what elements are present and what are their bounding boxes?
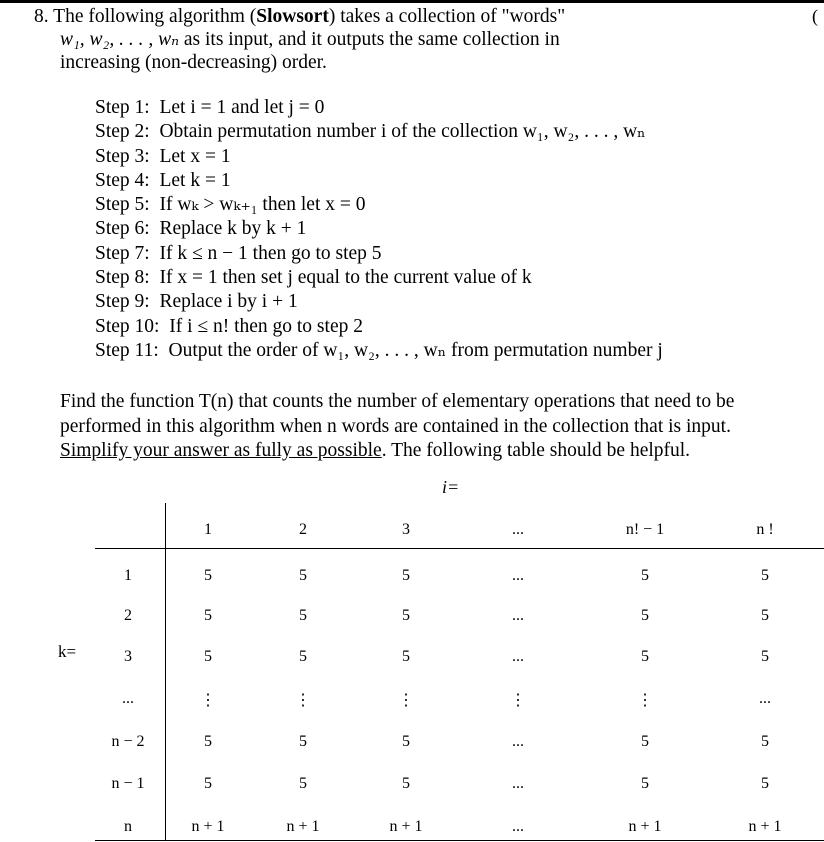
step-text: If k ≤ n − 1 then go to step 5 [159, 242, 382, 264]
find-line2: performed in this algorithm when n words are contained in the collection that is input. [60, 415, 731, 437]
step-label: Step 5: [95, 194, 150, 216]
column-header: 2 [299, 521, 307, 538]
table-cell: n + 1 [191, 818, 225, 835]
step-label: Step 10: [95, 315, 160, 337]
table-cell: 5 [641, 567, 649, 584]
table-cell: ... [512, 818, 524, 835]
simplify-underlined: Simplify your answer as fully as possible [60, 440, 382, 461]
column-header: n ! [756, 521, 774, 538]
step-text: Let i = 1 and let j = 0 [159, 97, 325, 118]
row-header: n − 2 [111, 733, 145, 750]
step-label: Step 6: [95, 218, 150, 240]
table-cell: 5 [299, 648, 307, 665]
table-cell: ⋮ [510, 692, 526, 709]
row-header: ... [122, 690, 134, 707]
table-cell: 5 [204, 733, 212, 750]
column-header: 3 [402, 521, 410, 538]
question-line3: increasing (non-decreasing) order. [60, 52, 327, 73]
table-cell: 5 [204, 648, 212, 665]
table-cell: 5 [761, 648, 769, 665]
step-text: If x = 1 then set j equal to the current value of k [159, 267, 532, 289]
table-cell: ... [512, 775, 524, 792]
table-cell: 5 [761, 775, 769, 792]
table-cell: ⋮ [295, 692, 311, 709]
row-header: 3 [124, 648, 132, 665]
step-label: Step 2: [95, 121, 150, 143]
step-label: Step 9: [95, 291, 150, 313]
table-cell: ... [512, 733, 524, 750]
table-cell: 5 [641, 607, 649, 624]
question-number: 8. [34, 6, 49, 27]
table-cell: 5 [299, 733, 307, 750]
row-header: 2 [124, 607, 132, 624]
step-text: If wₖ > wₖ₊₁ then let x = 0 [159, 194, 366, 216]
table-vertical-rule [165, 503, 166, 840]
table-cell: ... [512, 567, 524, 584]
step-label: Step 11: [95, 339, 159, 361]
step-text: Let k = 1 [159, 169, 231, 191]
question-line2: w₁, w₂, . . . , wₙ as its input, and it outputs the same collection in [60, 29, 560, 50]
step-label: Step 8: [95, 267, 150, 289]
row-header: 1 [124, 567, 132, 584]
table-cell: 5 [204, 607, 212, 624]
column-header: ... [512, 521, 524, 538]
question-line1-prefix: The following algorithm ( [53, 6, 257, 27]
find-line1: Find the function T(n) that counts the number of elementary operations that need to be [60, 391, 735, 412]
table-cell: n + 1 [748, 818, 782, 835]
table-cell: 5 [402, 775, 410, 792]
step-label: Step 3: [95, 145, 150, 167]
table-cell: 5 [299, 607, 307, 624]
table-cell: n + 1 [286, 818, 320, 835]
table-cell: ... [512, 648, 524, 665]
step-label: Step 4: [95, 169, 150, 191]
table-bottom-rule [95, 840, 824, 841]
table-cell: n + 1 [628, 818, 662, 835]
table-cell: 5 [402, 648, 410, 665]
table-cell: 5 [761, 567, 769, 584]
column-header: 1 [204, 521, 212, 538]
find-line3: Simplify your answer as fully as possible. The following table should be helpful. [60, 440, 691, 461]
table-cell: 5 [402, 733, 410, 750]
table-cell: 5 [299, 775, 307, 792]
table-cell: 5 [204, 775, 212, 792]
words-variables: w₁, w₂, . . . , wₙ [60, 29, 179, 50]
step-text: Obtain permutation number i of the collection w₁, w₂, . . . , wₙ [159, 121, 646, 143]
table-cell: 5 [641, 733, 649, 750]
table-cell: 5 [641, 648, 649, 665]
step-text: Output the order of w₁, w₂, . . . , wₙ from permutation number j [168, 339, 663, 361]
table-cell: 5 [761, 733, 769, 750]
table-cell: ⋮ [200, 692, 216, 709]
step-label: Step 7: [95, 242, 150, 264]
table-header-rule [95, 548, 824, 549]
table-cell: 5 [402, 607, 410, 624]
algorithm-name: Slowsort [256, 6, 329, 27]
table-cell: 5 [761, 607, 769, 624]
step-text: If i ≤ n! then go to step 2 [169, 315, 363, 337]
column-header: n! − 1 [625, 521, 665, 538]
step-text: Replace k by k + 1 [159, 218, 307, 240]
table-cell: 5 [641, 775, 649, 792]
table-cell: 5 [299, 567, 307, 584]
step-text: Replace i by i + 1 [159, 291, 298, 313]
table-cell: ⋮ [398, 692, 414, 709]
step-label: Step 1: [95, 97, 150, 118]
table-cell: ... [512, 607, 524, 624]
table-cell: n + 1 [389, 818, 423, 835]
k-axis-label: k= [58, 642, 77, 661]
i-axis-label: i= [442, 477, 460, 497]
side-mark: ( [812, 6, 818, 26]
row-header: n − 1 [111, 775, 145, 792]
table-cell: ... [759, 690, 771, 707]
table-cell: 5 [402, 567, 410, 584]
question-line1-suffix: ) takes a collection of "words" [328, 6, 566, 27]
step-text: Let x = 1 [159, 145, 231, 167]
table-cell: 5 [204, 567, 212, 584]
table-cell: ⋮ [637, 692, 653, 709]
row-header: n [124, 818, 132, 835]
